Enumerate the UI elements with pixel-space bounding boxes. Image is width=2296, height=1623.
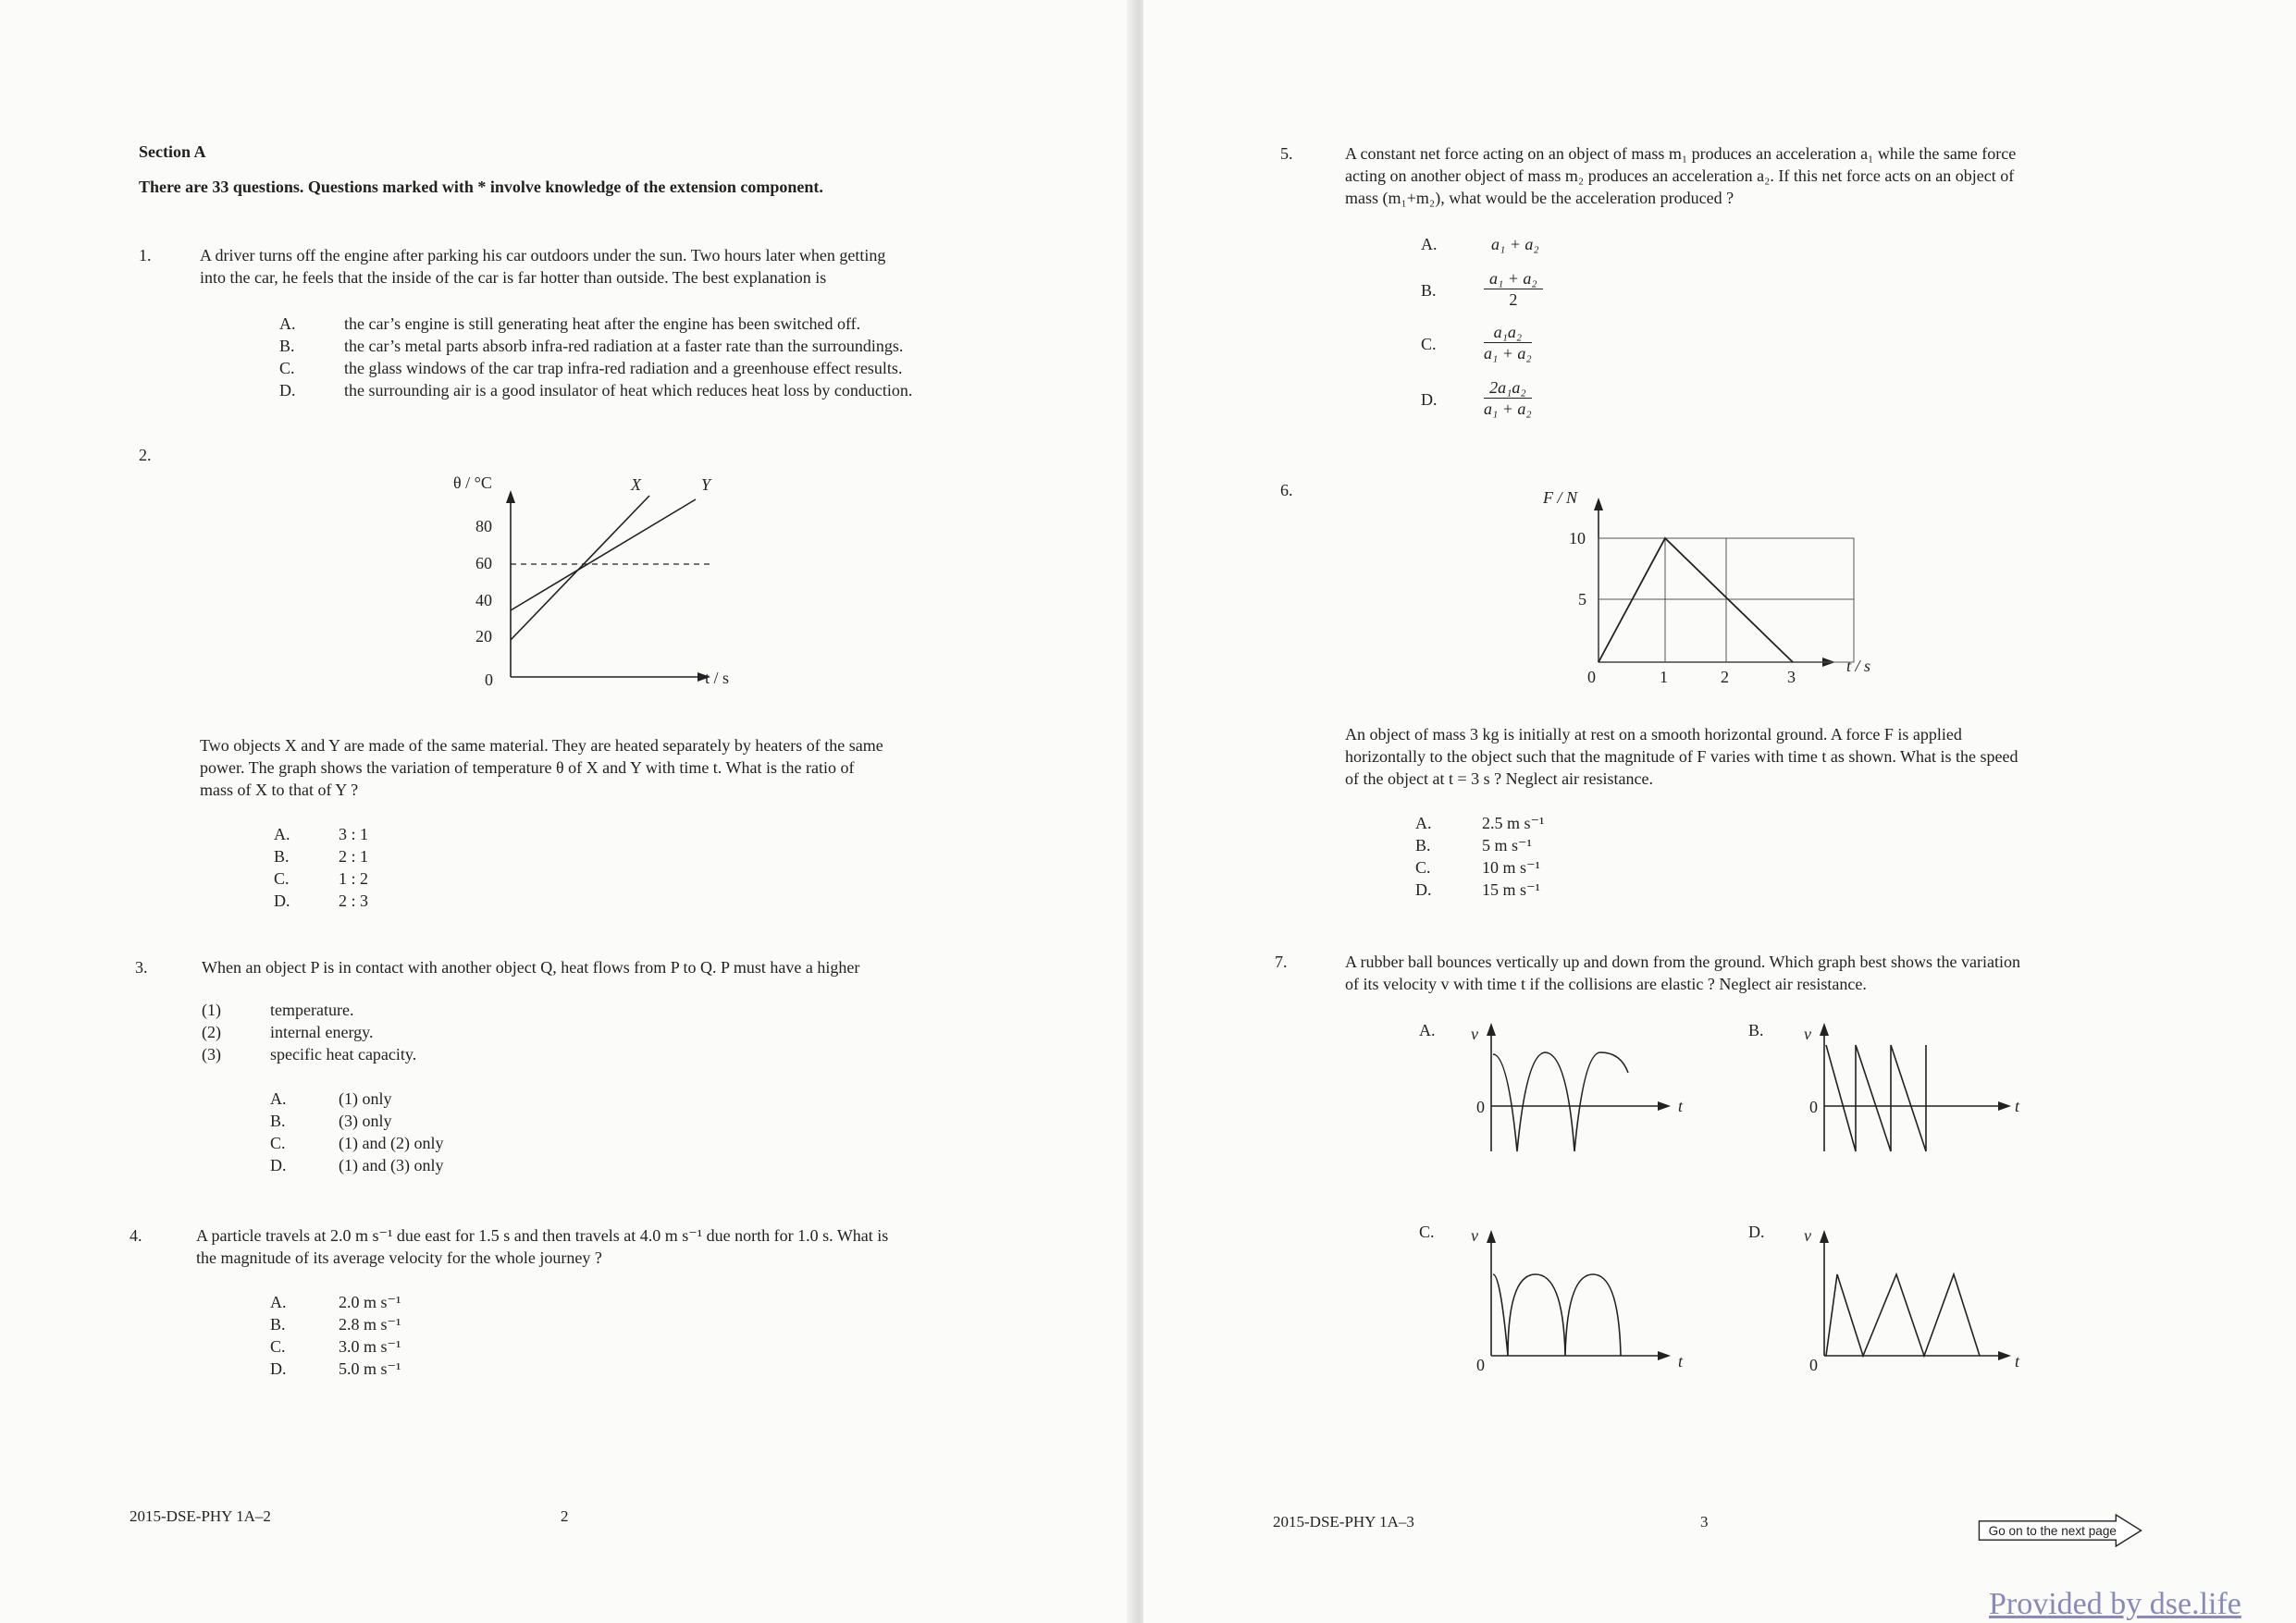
q3-statement-2-num: (2): [202, 1023, 221, 1041]
q2-label-x: X: [631, 475, 641, 494]
q5-option-d-numerator: 2a₁a₂: [1484, 377, 1532, 399]
q7-graph-c-curve: [1493, 1274, 1621, 1356]
q5-stem-line1: A constant net force acting on an object of mass m₁ produces an acceleration a₁ while the same force: [1345, 144, 2017, 163]
q2-option-d-letter[interactable]: D.: [274, 891, 290, 910]
q7-graph-b-xlabel: t: [2015, 1097, 2020, 1115]
q2-ytick-60: 60: [475, 554, 492, 572]
q7-graph-d-ylabel: v: [1804, 1226, 1811, 1245]
q2-option-c-text: 1 : 2: [339, 869, 369, 888]
q7-graph-c-ylabel: v: [1471, 1226, 1478, 1245]
q4-number: 4.: [130, 1226, 142, 1245]
q1-option-a-text: the car’s engine is still generating heat after the engine has been switched off.: [344, 314, 861, 333]
q7-graph-a[interactable]: [1415, 1017, 1693, 1156]
q7-graph-a-ylabel: v: [1471, 1025, 1478, 1043]
q6-option-d-text: 15 m s⁻¹: [1482, 880, 1540, 899]
q1-option-c-text: the glass windows of the car trap infra-red radiation and a greenhouse effect results.: [344, 359, 903, 377]
q7-graph-b[interactable]: [1745, 1017, 2022, 1156]
q5-option-b-letter[interactable]: B.: [1421, 281, 1437, 300]
q5-option-c-numerator: a₁a₂: [1484, 322, 1532, 343]
q4-option-c-letter[interactable]: C.: [270, 1337, 286, 1356]
q5-number: 5.: [1280, 144, 1293, 163]
q5-option-d-fraction: [1484, 377, 1532, 419]
q3-option-a-text: (1) only: [339, 1089, 392, 1108]
q7-graph-a-origin: 0: [1476, 1098, 1485, 1116]
q7-graph-d-line: [1826, 1274, 1980, 1356]
q3-option-d-text: (1) and (3) only: [339, 1156, 444, 1174]
section-title: Section A: [139, 142, 206, 161]
q2-stem-line1: Two objects X and Y are made of the same material. They are heated separately by heaters of the same: [200, 736, 883, 755]
right-page: [1143, 0, 2296, 1623]
q2-line-y: [511, 499, 696, 610]
q6-stem-line2: horizontally to the object such that the magnitude of F varies with time t as shown. What is the speed: [1345, 747, 2018, 766]
q3-stem: When an object P is in contact with another object Q, heat flows from P to Q. P must have a higher: [202, 958, 860, 977]
q7-graph-b-origin: 0: [1809, 1098, 1818, 1116]
q1-option-d-letter[interactable]: D.: [279, 381, 296, 400]
q3-statement-3-num: (3): [202, 1045, 221, 1064]
q6-number: 6.: [1280, 481, 1293, 499]
q7-graph-c[interactable]: [1415, 1219, 1693, 1376]
q3-option-c-text: (1) and (2) only: [339, 1134, 444, 1152]
q5-option-a-expr: a₁ + a₂: [1491, 235, 1539, 253]
q7-graph-a-xlabel: t: [1678, 1097, 1684, 1115]
q7-number: 7.: [1275, 953, 1288, 971]
q2-option-a-text: 3 : 1: [339, 825, 369, 843]
q1-option-d-text: the surrounding air is a good insulator of heat which reduces heat loss by conduction.: [344, 381, 913, 400]
q6-option-d-letter[interactable]: D.: [1415, 880, 1432, 899]
q7-graph-b-letter: B.: [1748, 1021, 1764, 1039]
q1-stem-line1: A driver turns off the engine after parking his car outdoors under the sun. Two hours later when getting: [200, 246, 886, 264]
q5-option-c-fraction: [1484, 322, 1532, 363]
right-footer-code: 2015-DSE-PHY 1A–3: [1273, 1513, 1414, 1531]
q2-ytick-40: 40: [475, 591, 492, 609]
q5-option-c-letter[interactable]: C.: [1421, 335, 1437, 353]
q6-option-a-text: 2.5 m s⁻¹: [1482, 814, 1545, 832]
q5-option-d-denominator: a₁ + a₂: [1484, 400, 1532, 418]
q3-option-a-letter[interactable]: A.: [270, 1089, 287, 1108]
q2-option-b-text: 2 : 1: [339, 847, 369, 866]
q4-option-d-letter[interactable]: D.: [270, 1359, 287, 1378]
q2-ytick-20: 20: [475, 627, 492, 646]
q2-label-y: Y: [701, 475, 711, 494]
q1-stem-line2: into the car, he feels that the inside of the car is far hotter than outside. The best explanation is: [200, 268, 827, 287]
q2-option-d-text: 2 : 3: [339, 891, 369, 910]
q4-option-a-text: 2.0 m s⁻¹: [339, 1293, 401, 1311]
right-page-number: 3: [1700, 1513, 1709, 1531]
q3-option-d-letter[interactable]: D.: [270, 1156, 287, 1174]
q1-option-b-letter[interactable]: B.: [279, 337, 295, 355]
q6-xtick-1: 1: [1660, 668, 1668, 686]
q6-force-graph: [1536, 481, 1906, 684]
q5-option-b-denominator: 2: [1509, 290, 1518, 309]
next-page-button[interactable]: [1963, 1515, 2157, 1546]
q2-number: 2.: [139, 446, 152, 464]
q5-option-c-denominator: a₁ + a₂: [1484, 344, 1532, 363]
q1-number: 1.: [139, 246, 152, 264]
q6-option-b-text: 5 m s⁻¹: [1482, 836, 1532, 855]
q5-option-a-letter[interactable]: A.: [1421, 235, 1438, 253]
q6-option-c-letter[interactable]: C.: [1415, 858, 1431, 877]
q7-graph-c-origin: 0: [1476, 1356, 1485, 1374]
q7-graph-d-origin: 0: [1809, 1356, 1818, 1374]
q2-ytick-0: 0: [485, 670, 493, 689]
q4-stem-line2: the magnitude of its average velocity for the whole journey ?: [196, 1248, 602, 1267]
q6-xlabel: t / s: [1846, 657, 1871, 675]
q3-statement-1-num: (1): [202, 1001, 221, 1019]
q6-ytick-10: 10: [1569, 529, 1586, 547]
q6-stem-line1: An object of mass 3 kg is initially at rest on a smooth horizontal ground. A force F is applied: [1345, 725, 1962, 744]
watermark: Provided by dse.life: [1989, 1587, 2241, 1621]
q6-ytick-5: 5: [1578, 590, 1586, 609]
q6-xtick-3: 3: [1787, 668, 1796, 686]
q2-option-c-letter[interactable]: C.: [274, 869, 290, 888]
q1-option-c-letter[interactable]: C.: [279, 359, 295, 377]
q2-line-x: [511, 496, 649, 640]
q6-ylabel: F / N: [1543, 488, 1578, 507]
q7-graph-b-ylabel: v: [1804, 1025, 1811, 1043]
q2-ylabel: θ / °C: [453, 473, 492, 492]
q5-stem-line2: acting on another object of mass m₂ produces an acceleration a₂. If this net force acts on an object of: [1345, 166, 2015, 185]
q7-graph-d[interactable]: [1745, 1219, 2022, 1376]
q7-stem-line1: A rubber ball bounces vertically up and down from the ground. Which graph best shows the variation: [1345, 953, 2020, 971]
q3-statement-2-text: internal energy.: [270, 1023, 374, 1041]
left-page-number: 2: [561, 1507, 569, 1525]
q5-option-b-fraction: [1484, 268, 1543, 310]
section-note: There are 33 questions. Questions marked with * involve knowledge of the extension component.: [139, 178, 823, 196]
q6-xtick-0: 0: [1587, 668, 1596, 686]
q4-option-c-text: 3.0 m s⁻¹: [339, 1337, 401, 1356]
q5-option-b-numerator: a₁ + a₂: [1484, 268, 1543, 289]
q2-xlabel: t / s: [705, 669, 730, 687]
q7-graph-c-xlabel: t: [1678, 1352, 1684, 1371]
q7-graph-a-curve: [1493, 1052, 1628, 1151]
q6-option-b-letter[interactable]: B.: [1415, 836, 1431, 855]
q7-graph-b-line: [1826, 1045, 1926, 1151]
q6-option-c-text: 10 m s⁻¹: [1482, 858, 1540, 877]
q7-stem-line2: of its velocity v with time t if the collisions are elastic ? Neglect air resistance.: [1345, 975, 1867, 993]
q3-option-b-text: (3) only: [339, 1112, 392, 1130]
q2-stem-line3: mass of X to that of Y ?: [200, 781, 359, 799]
next-page-label: Go on to the next page: [1988, 1524, 2117, 1539]
left-footer-code: 2015-DSE-PHY 1A–2: [130, 1507, 271, 1525]
q6-y-arrow: [1594, 498, 1603, 510]
q2-stem-line2: power. The graph shows the variation of temperature θ of X and Y with time t. What is the ratio of: [200, 758, 855, 777]
q5-option-d-letter[interactable]: D.: [1421, 390, 1438, 409]
q3-statement-1-text: temperature.: [270, 1001, 354, 1019]
q2-temperature-graph: [407, 472, 740, 694]
q6-force-line: [1599, 538, 1793, 662]
q3-number: 3.: [135, 958, 148, 977]
q4-stem-line1: A particle travels at 2.0 m s⁻¹ due east for 1.5 s and then travels at 4.0 m s⁻¹ due north for 1.0 s. What is: [196, 1226, 889, 1245]
q2-option-a-letter[interactable]: A.: [274, 825, 290, 843]
q1-option-b-text: the car’s metal parts absorb infra-red radiation at a faster rate than the surroundings.: [344, 337, 904, 355]
q7-graph-d-letter: D.: [1748, 1223, 1765, 1241]
q2-y-arrow: [506, 490, 515, 503]
q1-option-a-letter[interactable]: A.: [279, 314, 296, 333]
q7-graph-a-letter: A.: [1419, 1021, 1436, 1039]
q2-ytick-80: 80: [475, 517, 492, 535]
q4-option-d-text: 5.0 m s⁻¹: [339, 1359, 401, 1378]
q2-option-b-letter[interactable]: B.: [274, 847, 290, 866]
q6-stem-line3: of the object at t = 3 s ? Neglect air resistance.: [1345, 769, 1654, 788]
q5-stem-line3: mass (m₁+m₂), what would be the acceleration produced ?: [1345, 189, 1734, 207]
q6-option-a-letter[interactable]: A.: [1415, 814, 1432, 832]
q4-option-a-letter[interactable]: A.: [270, 1293, 287, 1311]
q3-option-b-letter[interactable]: B.: [270, 1112, 286, 1130]
q3-statement-3-text: specific heat capacity.: [270, 1045, 417, 1064]
q6-xtick-2: 2: [1721, 668, 1729, 686]
q4-option-b-letter[interactable]: B.: [270, 1315, 286, 1334]
q4-option-b-text: 2.8 m s⁻¹: [339, 1315, 401, 1334]
q7-graph-d-xlabel: t: [2015, 1352, 2020, 1371]
q7-graph-c-letter: C.: [1419, 1223, 1435, 1241]
q3-option-c-letter[interactable]: C.: [270, 1134, 286, 1152]
